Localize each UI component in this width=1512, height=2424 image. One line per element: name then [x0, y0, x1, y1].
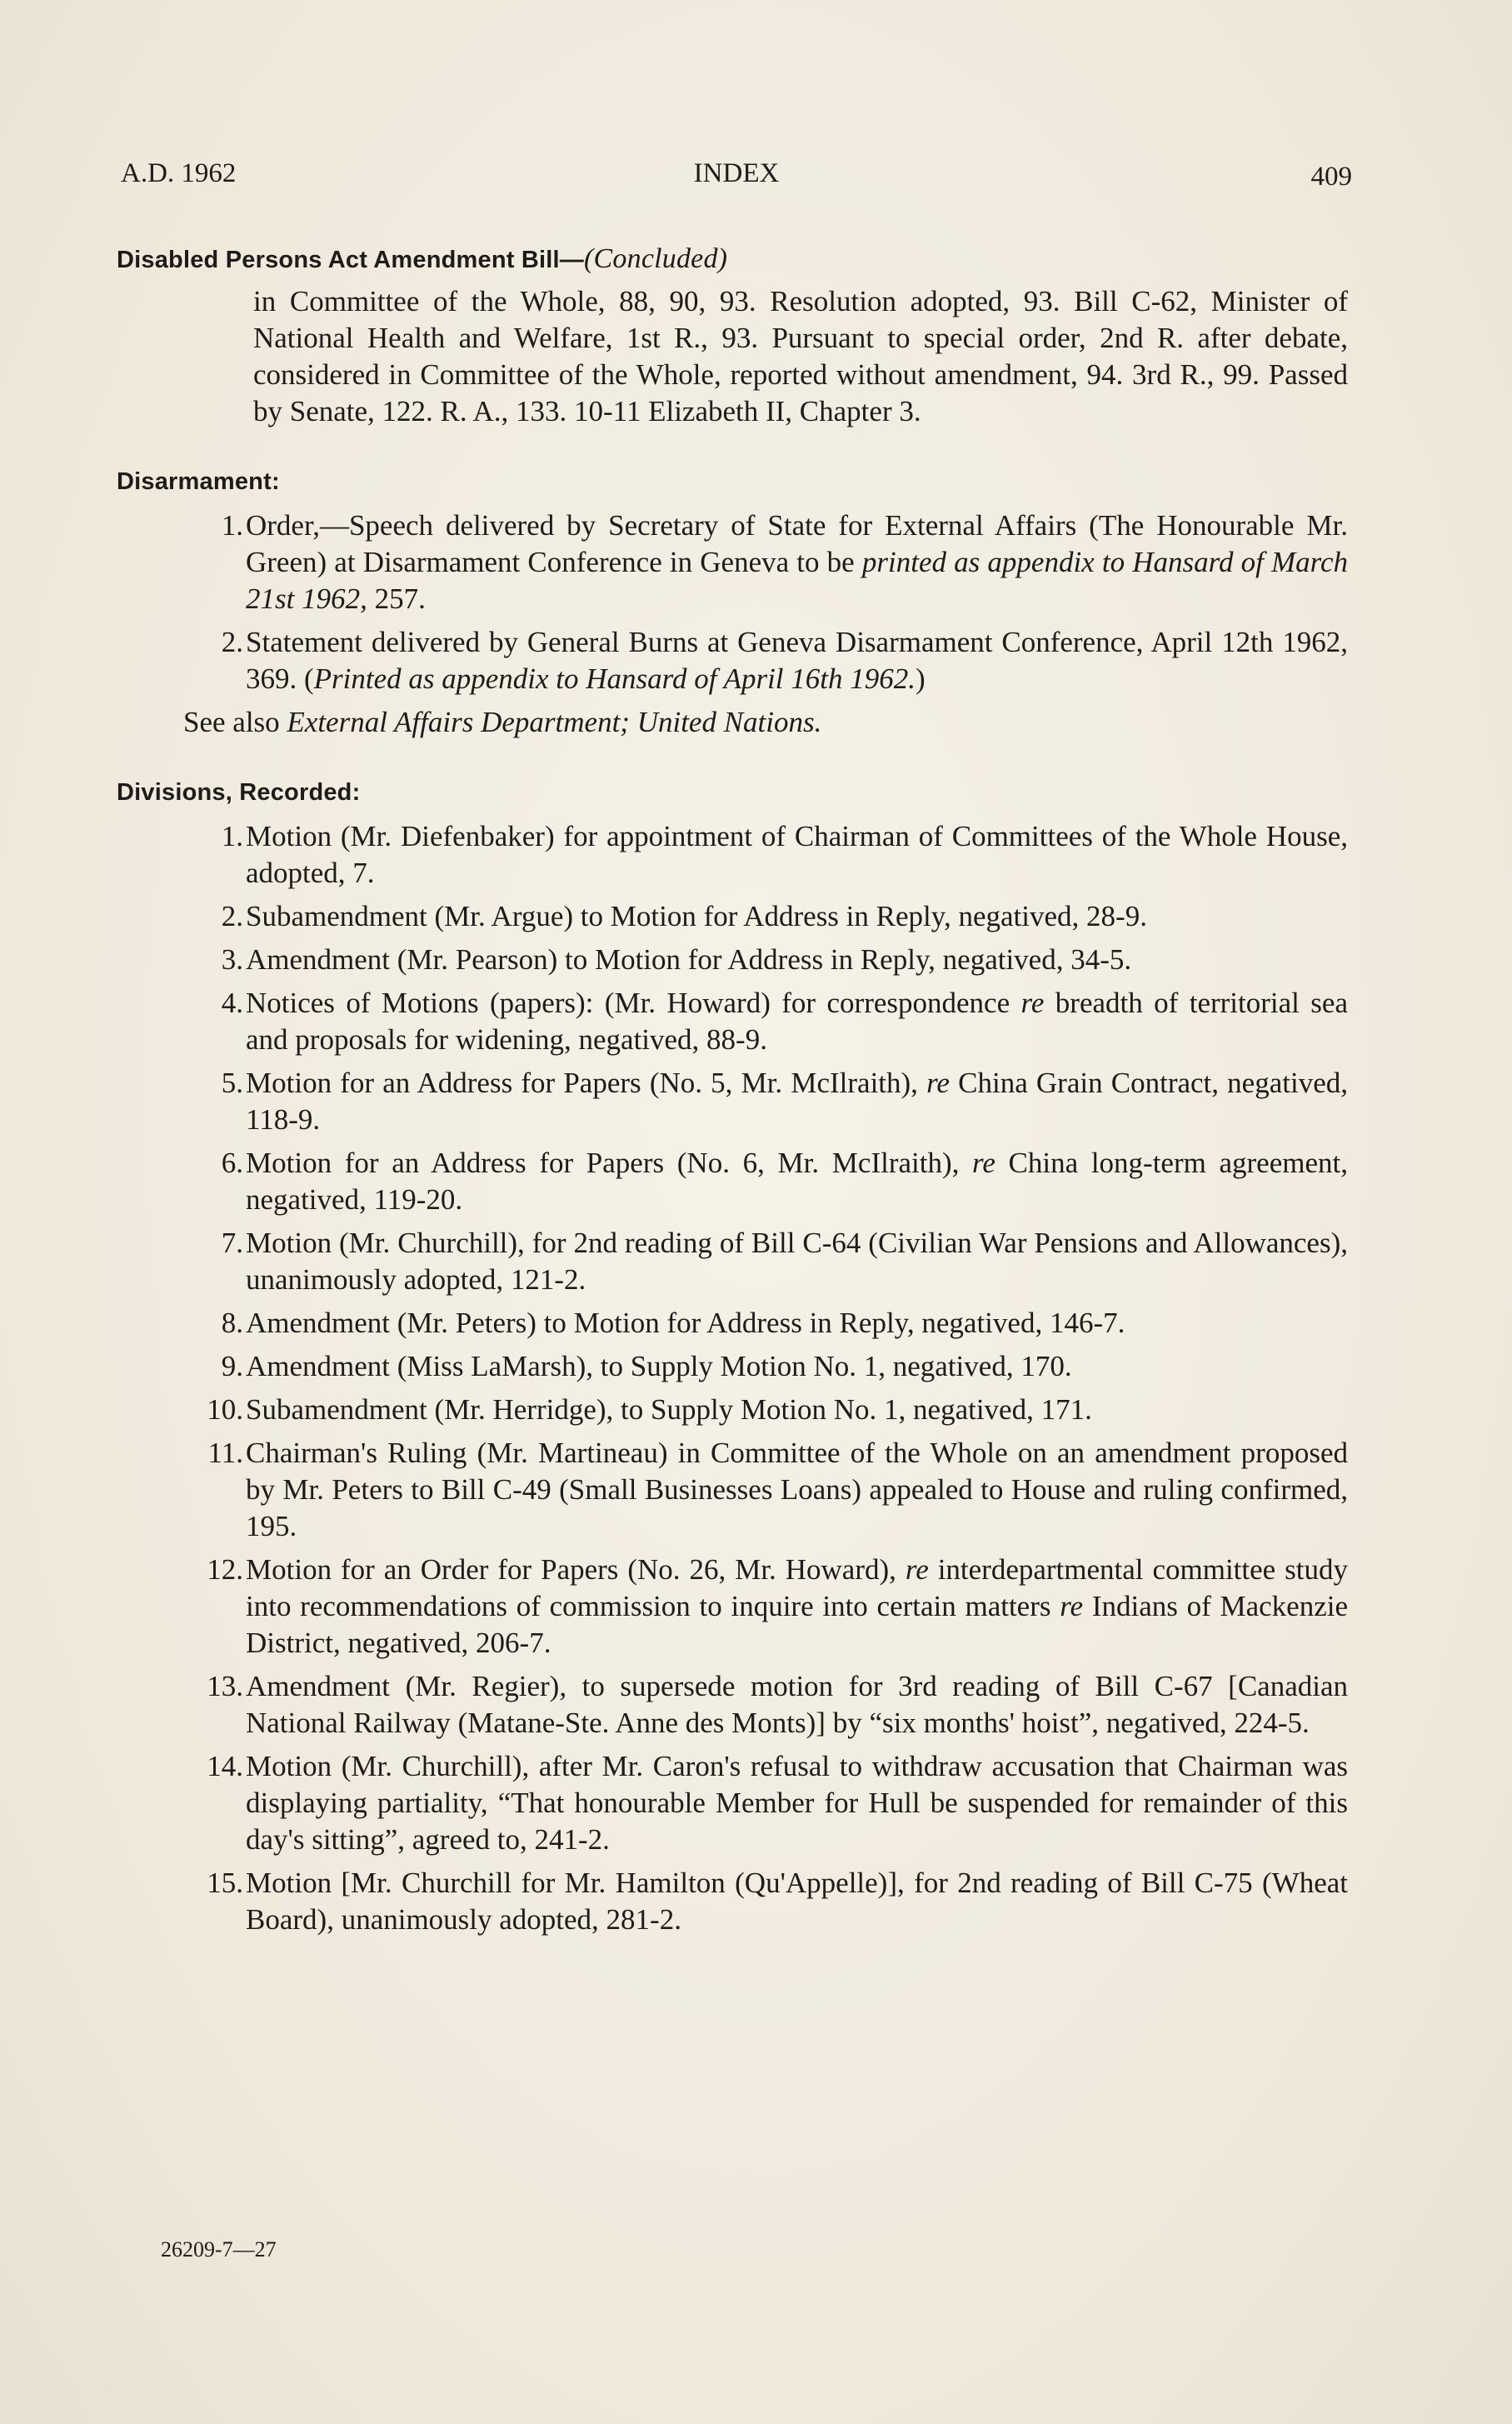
entry-number: 1.	[221, 509, 243, 542]
entry-italic: re	[972, 1147, 996, 1179]
list-item	[117, 898, 1348, 935]
entry-text: Motion for an Address for Papers (No. 5, Mr. McIlraith),	[246, 1067, 927, 1099]
entry-text: Indians of Mackenzie District, negatived, 206-7.	[246, 1590, 1349, 1659]
entry-number: 6.	[221, 1147, 243, 1179]
list-item	[117, 624, 1348, 697]
header-year: A.D. 1962	[121, 158, 237, 188]
see-also-refs: External Affairs Department; United Nations.	[287, 706, 822, 738]
entry-number: 2.	[221, 900, 243, 932]
entry-italic: re	[926, 1067, 950, 1099]
entry-number: 12.	[207, 1553, 243, 1586]
entry-number: 1.	[221, 820, 243, 852]
list-item	[117, 985, 1348, 1058]
list-item	[117, 942, 1348, 978]
section-disabled-persons	[117, 243, 1348, 430]
heading-text: Disabled Persons Act Amendment Bill—	[117, 247, 585, 273]
entry-number: 9.	[221, 1350, 243, 1382]
entry-text: Subamendment (Mr. Argue) to Motion for Address in Reply, negatived, 28-9.	[246, 900, 1147, 932]
header-title: INDEX	[693, 158, 780, 188]
section-heading: Disarmament:	[117, 468, 280, 495]
list-item	[117, 507, 1348, 617]
entry-text: breadth of territorial sea and proposals for widening, negatived, 88-9.	[246, 987, 1349, 1056]
entry-text: Motion for an Address for Papers (No. 6, Mr. McIlraith),	[246, 1147, 973, 1179]
see-also	[117, 704, 1348, 741]
section-divisions-recorded	[117, 779, 1348, 1938]
entry-list	[117, 818, 1348, 1938]
section-heading	[117, 243, 1348, 275]
entry-text: Motion (Mr. Churchill), for 2nd reading of Bill C-64 (Civilian War Pensions and Allowances), unanimously adopted, 121-2.	[246, 1227, 1348, 1296]
entry-text: 257.	[367, 582, 426, 615]
entry-number: 2.	[221, 626, 243, 658]
list-item	[117, 1065, 1348, 1138]
list-item	[117, 1348, 1348, 1385]
entry-number: 15.	[207, 1867, 243, 1899]
entry-text: Amendment (Mr. Regier), to supersede motion for 3rd reading of Bill C-67 [Canadian National Railway (Matane-Ste. Anne des Monts)] by “six months' hoist”, negatived, 224-5.	[246, 1670, 1348, 1739]
entry-text: Amendment (Miss LaMarsh), to Supply Motion No. 1, negatived, 170.	[246, 1350, 1072, 1382]
entry-text: Motion for an Order for Papers (No. 26, Mr. Howard),	[246, 1553, 906, 1586]
entry-text: Order,—Speech delivered by Secretary of State for External Affairs (The Honourable Mr. Green) at Disarmament Conference in Geneva to be	[246, 509, 1348, 578]
entry-number: 3.	[221, 943, 243, 976]
entry-text: )	[916, 662, 926, 695]
entry-number: 11.	[207, 1437, 243, 1469]
entry-italic: re	[1020, 987, 1045, 1019]
entry-number: 10.	[207, 1393, 243, 1426]
list-item	[117, 818, 1348, 892]
entry-list	[117, 507, 1348, 697]
entry-text: Amendment (Mr. Peters) to Motion for Address in Reply, negatived, 146-7.	[246, 1307, 1125, 1339]
section-heading: Divisions, Recorded:	[117, 779, 361, 806]
list-item	[117, 1668, 1348, 1742]
heading-concluded: (Concluded)	[584, 243, 728, 274]
list-item	[117, 1748, 1348, 1858]
list-item	[117, 1392, 1348, 1428]
entry-italic: re	[905, 1553, 929, 1586]
entry-italic: Printed as appendix to Hansard of April 16th 1962.	[313, 662, 916, 695]
entry-number: 8.	[221, 1307, 243, 1339]
entry-text: Motion [Mr. Churchill for Mr. Hamilton (Qu'Appelle)], for 2nd reading of Bill C-75 (Wheat Board), unanimously adopted, 281-2.	[246, 1867, 1348, 1936]
entry-text: Motion (Mr. Churchill), after Mr. Caron's refusal to withdraw accusation that Chairman was displaying partiality, “That honourable Member for Hull be suspended for remainder of this day's sitting”, agreed to, 241-2.	[246, 1750, 1348, 1856]
index-content	[117, 243, 1348, 1945]
entry-number: 4.	[221, 987, 243, 1019]
entry-number: 13.	[207, 1670, 243, 1702]
section-disarmament	[117, 468, 1348, 741]
list-item	[117, 1865, 1348, 1938]
page-header	[121, 158, 1352, 200]
entry-text: Motion (Mr. Diefenbaker) for appointment of Chairman of Committees of the Whole House, adopted, 7.	[246, 820, 1348, 889]
list-item	[117, 1225, 1348, 1298]
entry-number: 5.	[221, 1067, 243, 1099]
entry-text: interdepartmental committee study into recommendations of commission to inquire into certain matters	[246, 1553, 1348, 1622]
entry-number: 14.	[207, 1750, 243, 1782]
entry-text: China Grain Contract, negatived, 118-9.	[246, 1067, 1348, 1136]
page-number: 409	[1310, 162, 1352, 192]
entry-text: Statement delivered by General Burns at Geneva Disarmament Conference, April 12th 1962, 369. (	[246, 626, 1348, 695]
list-item	[117, 1435, 1348, 1545]
entry-text: Subamendment (Mr. Herridge), to Supply Motion No. 1, negatived, 171.	[246, 1393, 1092, 1426]
entry-text: Amendment (Mr. Pearson) to Motion for Address in Reply, negatived, 34-5.	[246, 943, 1132, 976]
section-text: in Committee of the Whole, 88, 90, 93. Resolution adopted, 93. Bill C-62, Minister of National Health and Welfare, 1st R., 93. Pursuant to special order, 2nd R. after debate, considered in Committee of the Whole, reported without amendment, 94. 3rd R., 99. Passed by Senate, 122. R. A., 133. 10-11 Elizabeth II, Chapter 3.	[253, 285, 1348, 427]
entry-text: China long-term agreement, negatived, 119-20.	[246, 1147, 1348, 1216]
list-item	[117, 1552, 1348, 1662]
entry-number: 7.	[221, 1227, 243, 1259]
entry-text: Notices of Motions (papers): (Mr. Howard) for correspondence	[246, 987, 1021, 1019]
entry-text: Chairman's Ruling (Mr. Martineau) in Committee of the Whole on an amendment proposed by Mr. Peters to Bill C-49 (Small Businesses Loans) appealed to House and ruling confirmed, 195.	[246, 1437, 1348, 1542]
list-item	[117, 1145, 1348, 1218]
printer-code: 26209-7—27	[161, 2237, 277, 2262]
entry-italic: re	[1060, 1590, 1084, 1622]
entry-italic: printed as appendix to Hansard of March 21st 1962,	[246, 546, 1349, 615]
list-item	[117, 1305, 1348, 1342]
see-also-label: See also	[183, 706, 287, 738]
